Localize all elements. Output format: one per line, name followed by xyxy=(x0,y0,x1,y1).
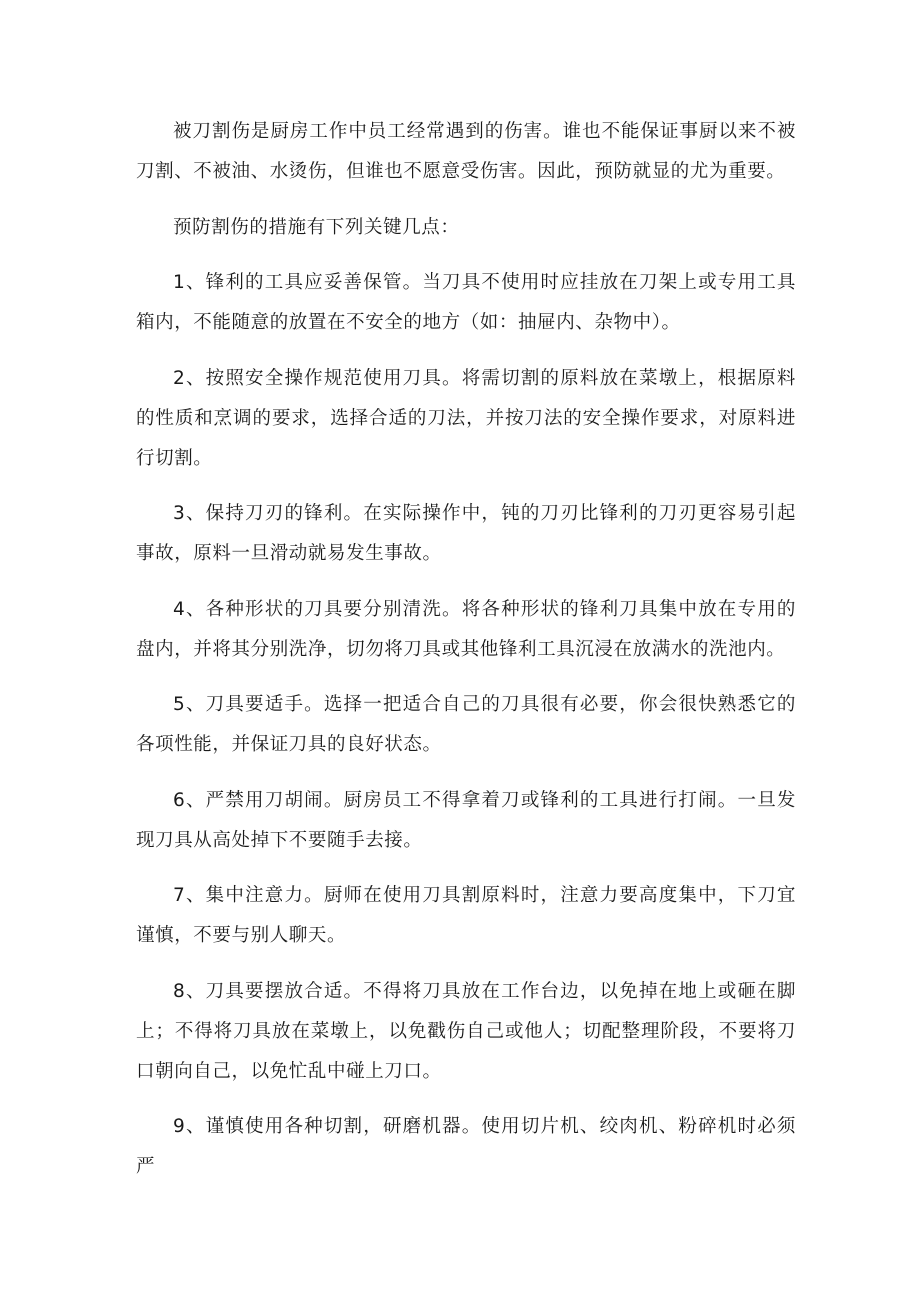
measure-6-paragraph: 6、严禁用刀胡闹。厨房员工不得拿着刀或锋利的工具进行打闹。一旦发现刀具从高处掉下不要随手去接。 xyxy=(136,789,796,851)
measure-9-paragraph: 9、谨慎使用各种切割，研磨机器。使用切片机、绞肉机、粉碎机时必须严 xyxy=(136,1116,796,1177)
measure-3-paragraph: 3、保持刀刃的锋利。在实际操作中，钝的刀刃比锋利的刀刃更容易引起事故，原料一旦滑动就易发生事故。 xyxy=(136,503,796,564)
measure-2-paragraph: 2、按照安全操作规范使用刀具。将需切割的原料放在菜墩上，根据原料的性质和烹调的要求，选择合适的刀法，并按刀法的安全操作要求，对原料进行切割。 xyxy=(136,367,796,469)
measure-5-paragraph: 5、刀具要适手。选择一把适合自己的刀具很有必要，你会很快熟悉它的各项性能，并保证刀具的良好状态。 xyxy=(136,694,796,755)
intro-paragraph: 被刀割伤是厨房工作中员工经常遇到的伤害。谁也不能保证事厨以来不被刀割、不被油、水烫伤，但谁也不愿意受伤害。因此，预防就显的尤为重要。 xyxy=(136,121,796,182)
measures-heading-paragraph: 预防割伤的措施有下列关键几点： xyxy=(173,216,460,238)
measure-8-paragraph: 8、刀具要摆放合适。不得将刀具放在工作台边，以免掉在地上或砸在脚上；不得将刀具放在菜墩上，以免戳伤自己或他人；切配整理阶段，不要将刀口朝向自己，以免忙乱中碰上刀口。 xyxy=(136,980,796,1082)
measure-7-paragraph: 7、集中注意力。厨师在使用刀具割原料时，注意力要高度集中，下刀宜谨慎，不要与别人聊天。 xyxy=(136,885,796,946)
measure-4-paragraph: 4、各种形状的刀具要分别清洗。将各种形状的锋利刀具集中放在专用的盘内，并将其分别洗净，切勿将刀具或其他锋利工具沉浸在放满水的洗池内。 xyxy=(136,598,796,660)
document-body xyxy=(136,112,796,1203)
measure-1-paragraph: 1、锋利的工具应妥善保管。当刀具不使用时应挂放在刀架上或专用工具箱内，不能随意的放置在不安全的地方（如：抽屉内、杂物中）。 xyxy=(136,272,796,333)
